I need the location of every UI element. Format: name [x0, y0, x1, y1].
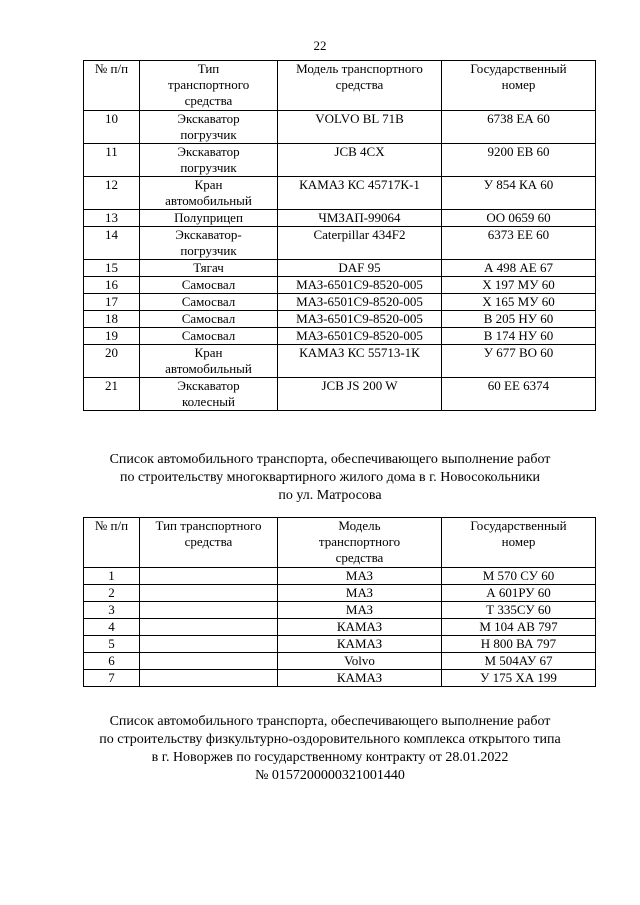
table-cell: 21: [84, 378, 140, 411]
table-cell: А 601РУ 60: [442, 585, 596, 602]
table-cell: КАМАЗ КС 45717К-1: [278, 177, 442, 210]
table-cell: А 498 АЕ 67: [442, 260, 596, 277]
table-cell: 16: [84, 277, 140, 294]
table-cell: 14: [84, 227, 140, 260]
table-row: [84, 260, 596, 277]
table-cell: У 854 КА 60: [442, 177, 596, 210]
caption-line: Список автомобильного транспорта, обеспечивающего выполнение работ: [109, 452, 551, 467]
table-row: [84, 227, 596, 260]
table-cell: Самосвал: [140, 294, 278, 311]
table-row: [84, 568, 596, 585]
table-cell: 60 ЕЕ 6374: [442, 378, 596, 411]
table-cell: Экскаватор погрузчик: [140, 144, 278, 177]
table-cell: DAF 95: [278, 260, 442, 277]
table-row: [84, 144, 596, 177]
table-row: [84, 210, 596, 227]
table-cell: МАЗ: [278, 602, 442, 619]
table-cell: МАЗ-6501С9-8520-005: [278, 294, 442, 311]
table-row: [84, 602, 596, 619]
table-row: [84, 311, 596, 328]
table-cell: 1: [84, 568, 140, 585]
table-cell: КАМАЗ: [278, 636, 442, 653]
vehicle-table-1: [83, 60, 596, 411]
caption-novosokolniki: [60, 451, 600, 505]
table-cell: JCB JS 200 W: [278, 378, 442, 411]
table-header-cell: № п/п: [84, 61, 140, 111]
table-row: [84, 294, 596, 311]
table-cell: У 677 ВО 60: [442, 345, 596, 378]
table-cell: 10: [84, 111, 140, 144]
table-cell: МАЗ: [278, 568, 442, 585]
table-cell: Caterpillar 434F2: [278, 227, 442, 260]
table-cell: [140, 602, 278, 619]
table-cell: Экскаватор погрузчик: [140, 111, 278, 144]
table-cell: ОО 0659 60: [442, 210, 596, 227]
caption-line: по ул. Матросова: [278, 488, 382, 503]
table-cell: Самосвал: [140, 311, 278, 328]
table-header-cell: Модель транспортного средства: [278, 61, 442, 111]
table-cell: 3: [84, 602, 140, 619]
table-cell: 17: [84, 294, 140, 311]
table-cell: 6373 ЕЕ 60: [442, 227, 596, 260]
caption-line: в г. Новоржев по государственному контракту от 28.01.2022: [151, 750, 509, 765]
table-cell: 2: [84, 585, 140, 602]
table-row: [84, 111, 596, 144]
table-cell: 13: [84, 210, 140, 227]
table-cell: В 205 НУ 60: [442, 311, 596, 328]
table-header-cell: Модель транспортного средства: [278, 518, 442, 568]
table-cell: Кран автомобильный: [140, 345, 278, 378]
table-cell: М 570 СУ 60: [442, 568, 596, 585]
table-cell: Х 165 МУ 60: [442, 294, 596, 311]
table-cell: 7: [84, 670, 140, 687]
table-cell: [140, 636, 278, 653]
table-cell: МАЗ-6501С9-8520-005: [278, 277, 442, 294]
table-header-row: [84, 61, 596, 111]
table-cell: Тягач: [140, 260, 278, 277]
table-cell: 6738 ЕА 60: [442, 111, 596, 144]
table-cell: 5: [84, 636, 140, 653]
table-cell: КАМАЗ КС 55713-1К: [278, 345, 442, 378]
table-row: [84, 636, 596, 653]
table-cell: Кран автомобильный: [140, 177, 278, 210]
vehicle-table-2: [83, 517, 596, 687]
caption-line: № 0157200000321001440: [255, 768, 405, 783]
table-cell: Т 335СУ 60: [442, 602, 596, 619]
table-cell: [140, 619, 278, 636]
table-cell: МАЗ-6501С9-8520-005: [278, 328, 442, 345]
caption-line: Список автомобильного транспорта, обеспечивающего выполнение работ: [109, 714, 551, 729]
table-header-cell: Тип транспортного средства: [140, 518, 278, 568]
table-cell: [140, 653, 278, 670]
table-row: [84, 619, 596, 636]
table-cell: М 504АУ 67: [442, 653, 596, 670]
table-cell: МАЗ-6501С9-8520-005: [278, 311, 442, 328]
caption-novorzhev: [60, 713, 600, 785]
table-cell: Самосвал: [140, 277, 278, 294]
table-header-cell: № п/п: [84, 518, 140, 568]
table-row: [84, 670, 596, 687]
table-cell: Н 800 ВА 797: [442, 636, 596, 653]
table-cell: Экскаватор-погрузчик: [140, 227, 278, 260]
table-cell: 18: [84, 311, 140, 328]
table-cell: МАЗ: [278, 585, 442, 602]
table-cell: JCB 4CX: [278, 144, 442, 177]
table-cell: Самосвал: [140, 328, 278, 345]
table-row: [84, 378, 596, 411]
table-cell: 19: [84, 328, 140, 345]
table-cell: У 175 ХА 199: [442, 670, 596, 687]
table-cell: КАМАЗ: [278, 670, 442, 687]
page-number: 22: [313, 38, 327, 53]
table-cell: 6: [84, 653, 140, 670]
table-header-cell: Государственный номер: [442, 61, 596, 111]
table-cell: Х 197 МУ 60: [442, 277, 596, 294]
table-cell: Экскаватор колесный: [140, 378, 278, 411]
caption-line: по строительству физкультурно-оздоровительного комплекса открытого типа: [99, 732, 561, 747]
table-cell: [140, 568, 278, 585]
table-cell: Volvo: [278, 653, 442, 670]
table-cell: [140, 670, 278, 687]
table-cell: 9200 ЕВ 60: [442, 144, 596, 177]
table-cell: ЧМЗАП-99064: [278, 210, 442, 227]
table-cell: 15: [84, 260, 140, 277]
table-header-row: [84, 518, 596, 568]
table-cell: М 104 АВ 797: [442, 619, 596, 636]
table-header-cell: Тип транспортного средства: [140, 61, 278, 111]
caption-line: по строительству многоквартирного жилого дома в г. Новосокольники: [119, 470, 541, 485]
table-cell: 4: [84, 619, 140, 636]
table-cell: В 174 НУ 60: [442, 328, 596, 345]
table-cell: 20: [84, 345, 140, 378]
table-row: [84, 328, 596, 345]
table-cell: [140, 585, 278, 602]
table-row: [84, 277, 596, 294]
table-header-cell: Государственный номер: [442, 518, 596, 568]
table-cell: Полуприцеп: [140, 210, 278, 227]
table-cell: 12: [84, 177, 140, 210]
table-row: [84, 177, 596, 210]
table-row: [84, 653, 596, 670]
table-cell: КАМАЗ: [278, 619, 442, 636]
table-cell: VOLVO BL 71B: [278, 111, 442, 144]
table-row: [84, 585, 596, 602]
table-cell: 11: [84, 144, 140, 177]
table-row: [84, 345, 596, 378]
